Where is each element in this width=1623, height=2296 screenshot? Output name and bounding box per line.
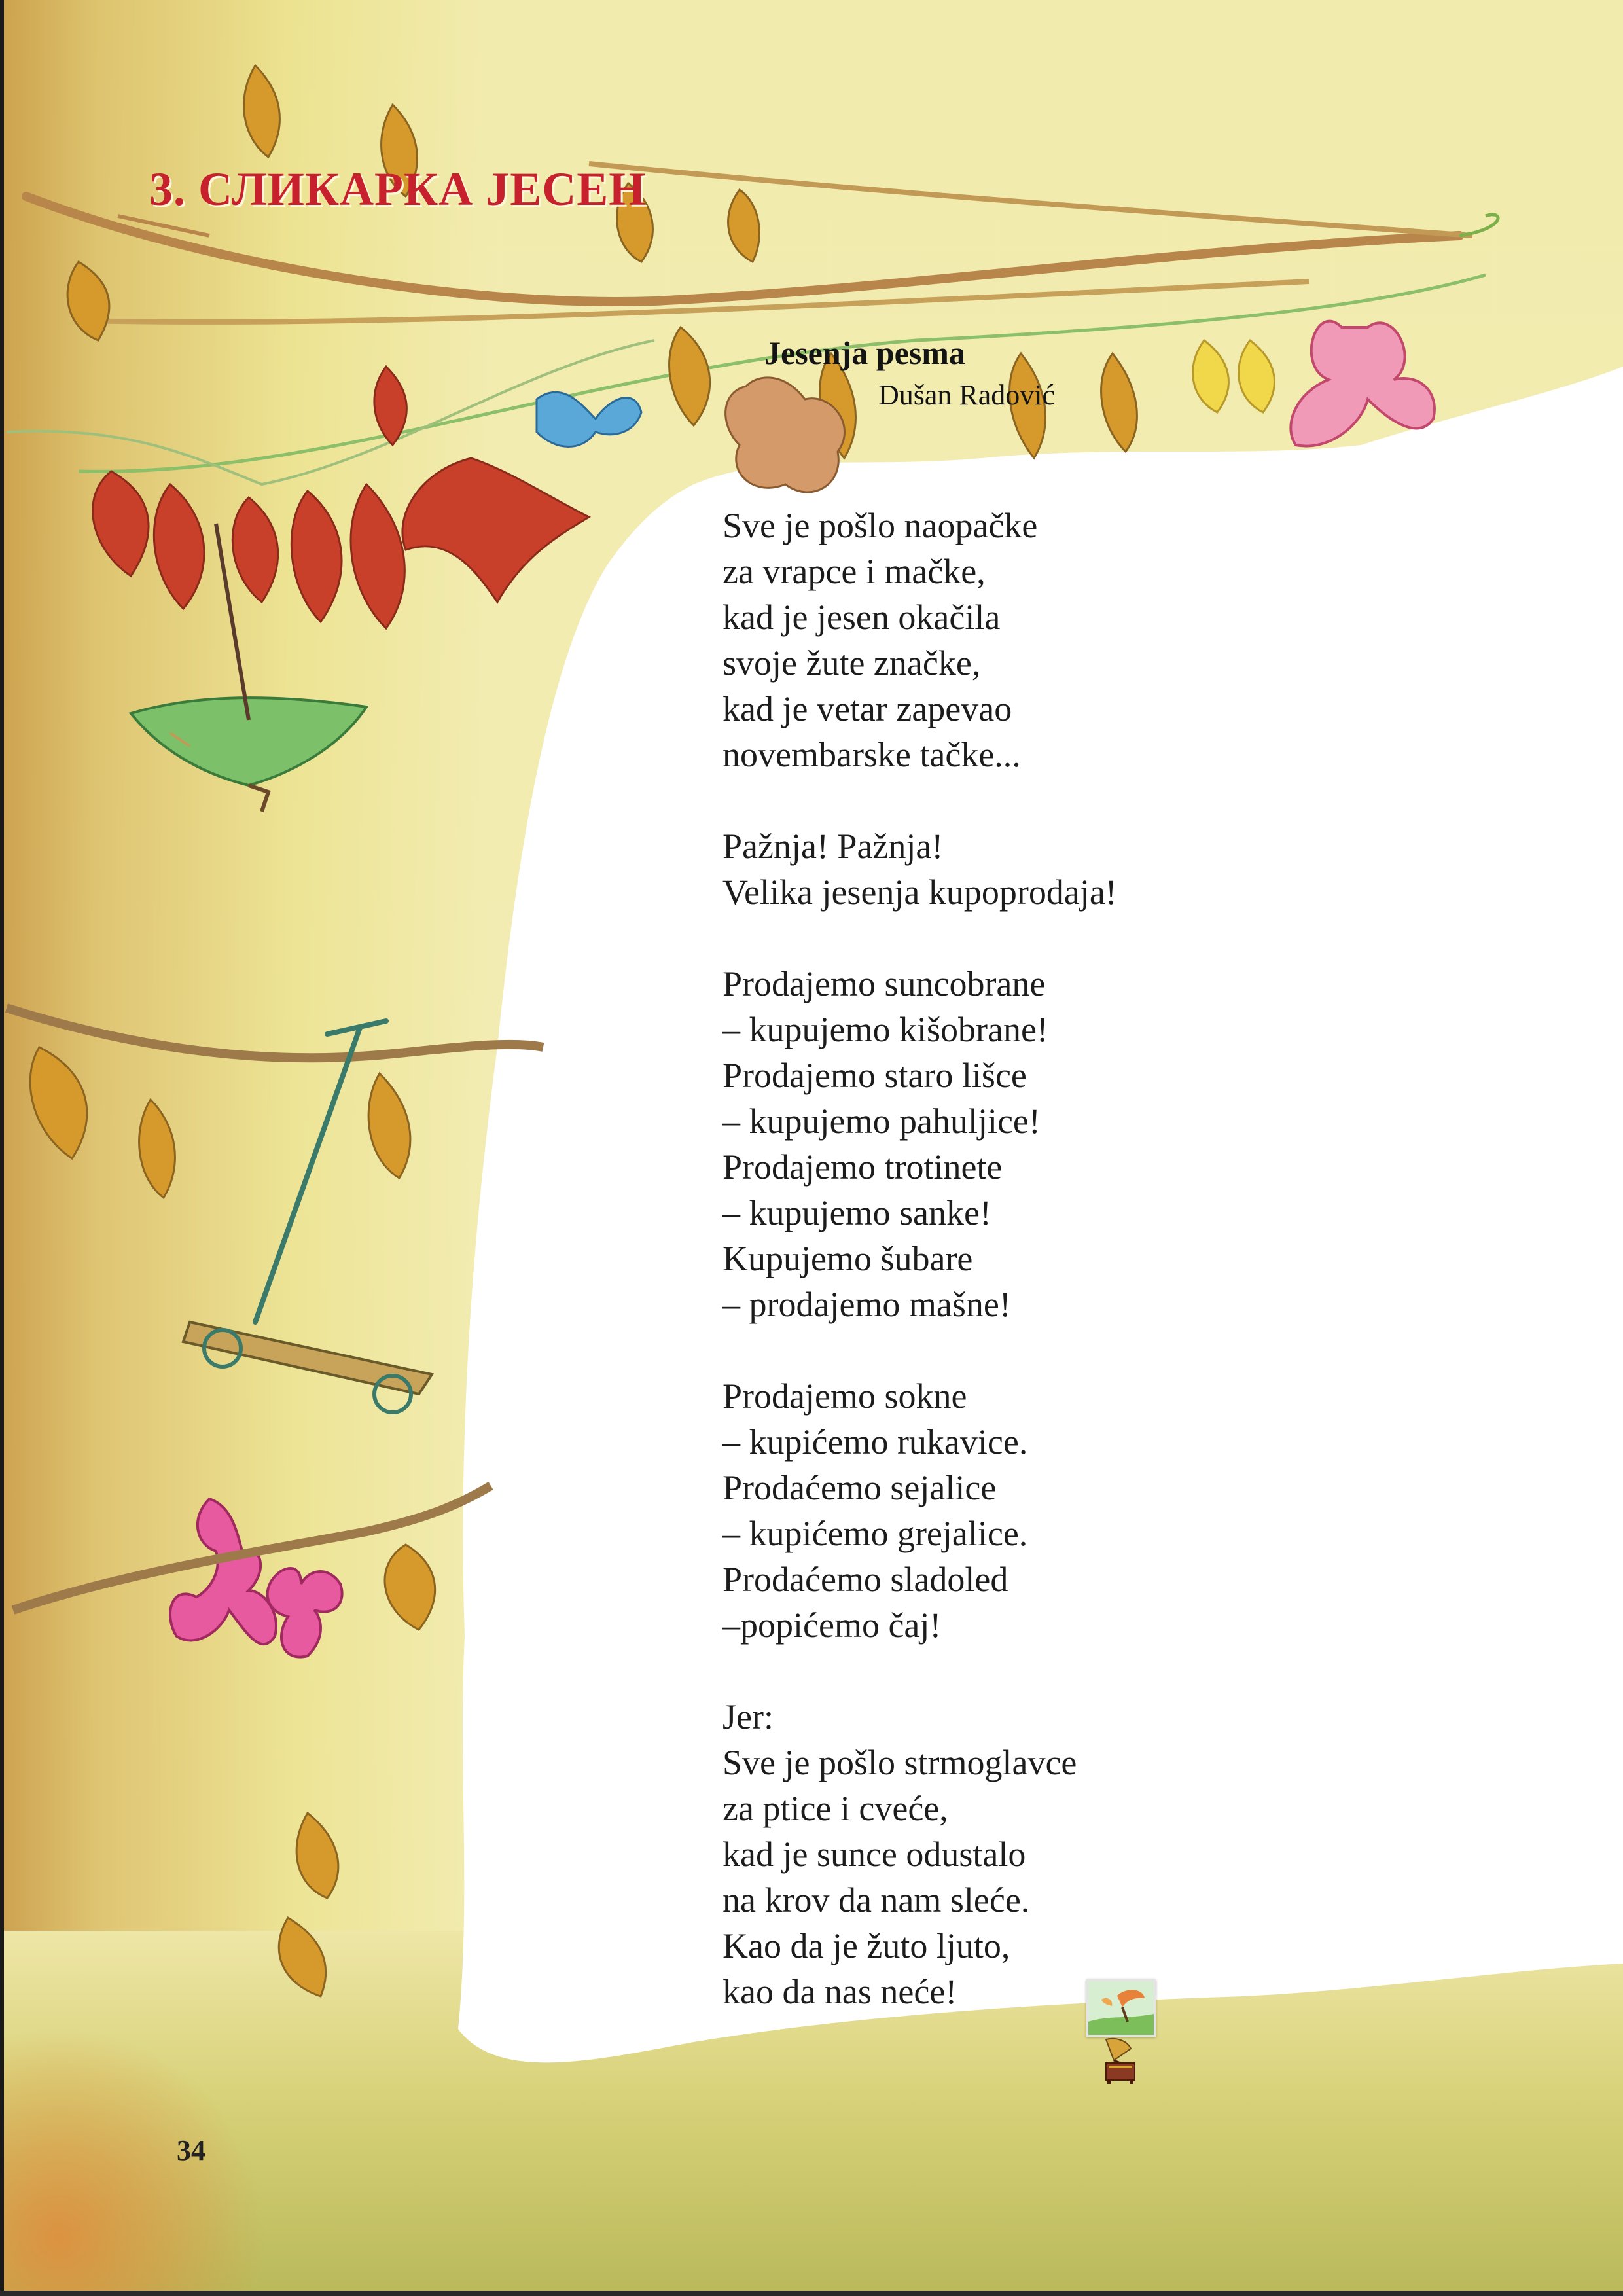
poem-line: za ptice i cveće, xyxy=(722,1789,948,1828)
poem-title: Jesenja pesma xyxy=(764,334,965,371)
poem-line: Kao da je žuto ljuto, xyxy=(722,1926,1010,1965)
poem-stanza xyxy=(722,503,1117,778)
poem-line: – kupićemo rukavice. xyxy=(722,1422,1028,1462)
poem-stanza xyxy=(722,961,1117,1327)
poem-line: Kupujemo šubare xyxy=(722,1239,973,1278)
poem-body xyxy=(722,503,1117,2060)
gramophone-icon[interactable] xyxy=(1094,2034,1147,2087)
poem-line: Prodajemo sokne xyxy=(722,1376,967,1416)
poem-line: – kupujemo pahuljice! xyxy=(722,1102,1041,1141)
poem-line: Pažnja! Pažnja! xyxy=(722,827,944,866)
image-thumbnail-icon[interactable] xyxy=(1086,1979,1156,2037)
poem-line: kad je jesen okačila xyxy=(722,598,1001,637)
poem-line: novembarske tačke... xyxy=(722,735,1021,774)
poem-line: Prodajemo suncobrane xyxy=(722,964,1046,1003)
poem-line: – prodajemo mašne! xyxy=(722,1285,1011,1324)
poem-line: za vrapce i mačke, xyxy=(722,552,986,591)
poem-line: –popićemo čaj! xyxy=(722,1605,942,1645)
poem-line: Jer: xyxy=(722,1697,774,1736)
poem-line: kad je sunce odustalo xyxy=(722,1835,1026,1874)
poem-line: Prodajemo staro lišce xyxy=(722,1056,1027,1095)
poem-line: Prodaćemo sejalice xyxy=(722,1468,997,1507)
poem-line: Prodajemo trotinete xyxy=(722,1147,1003,1187)
poem-line: – kupićemo grejalice. xyxy=(722,1514,1028,1553)
poem-author: Dušan Radović xyxy=(878,379,1056,411)
poem-line: kad je vetar zapevao xyxy=(722,689,1012,728)
page-number: 34 xyxy=(177,2134,205,2166)
poem-line: – kupujemo sanke! xyxy=(722,1193,991,1232)
chapter-title: 3. СЛИКАРКА ЈЕСЕН xyxy=(149,163,647,215)
poem-stanza xyxy=(722,823,1117,915)
poem-line: svoje žute značke, xyxy=(722,643,981,683)
poem-stanza xyxy=(722,1694,1117,2015)
poem-line: Prodaćemo sladoled xyxy=(722,1560,1008,1599)
poem-line: Sve je pošlo strmoglavce xyxy=(722,1743,1077,1782)
poem-line: – kupujemo kišobrane! xyxy=(722,1010,1048,1049)
poem-line: Sve je pošlo naopačke xyxy=(722,506,1038,545)
poem-line: Velika jesenja kupoprodaja! xyxy=(722,872,1117,912)
poem-line: na krov da nam sleće. xyxy=(722,1880,1030,1920)
poem-line: kao da nas neće! xyxy=(722,1972,957,2011)
poem-stanza xyxy=(722,1373,1117,1648)
